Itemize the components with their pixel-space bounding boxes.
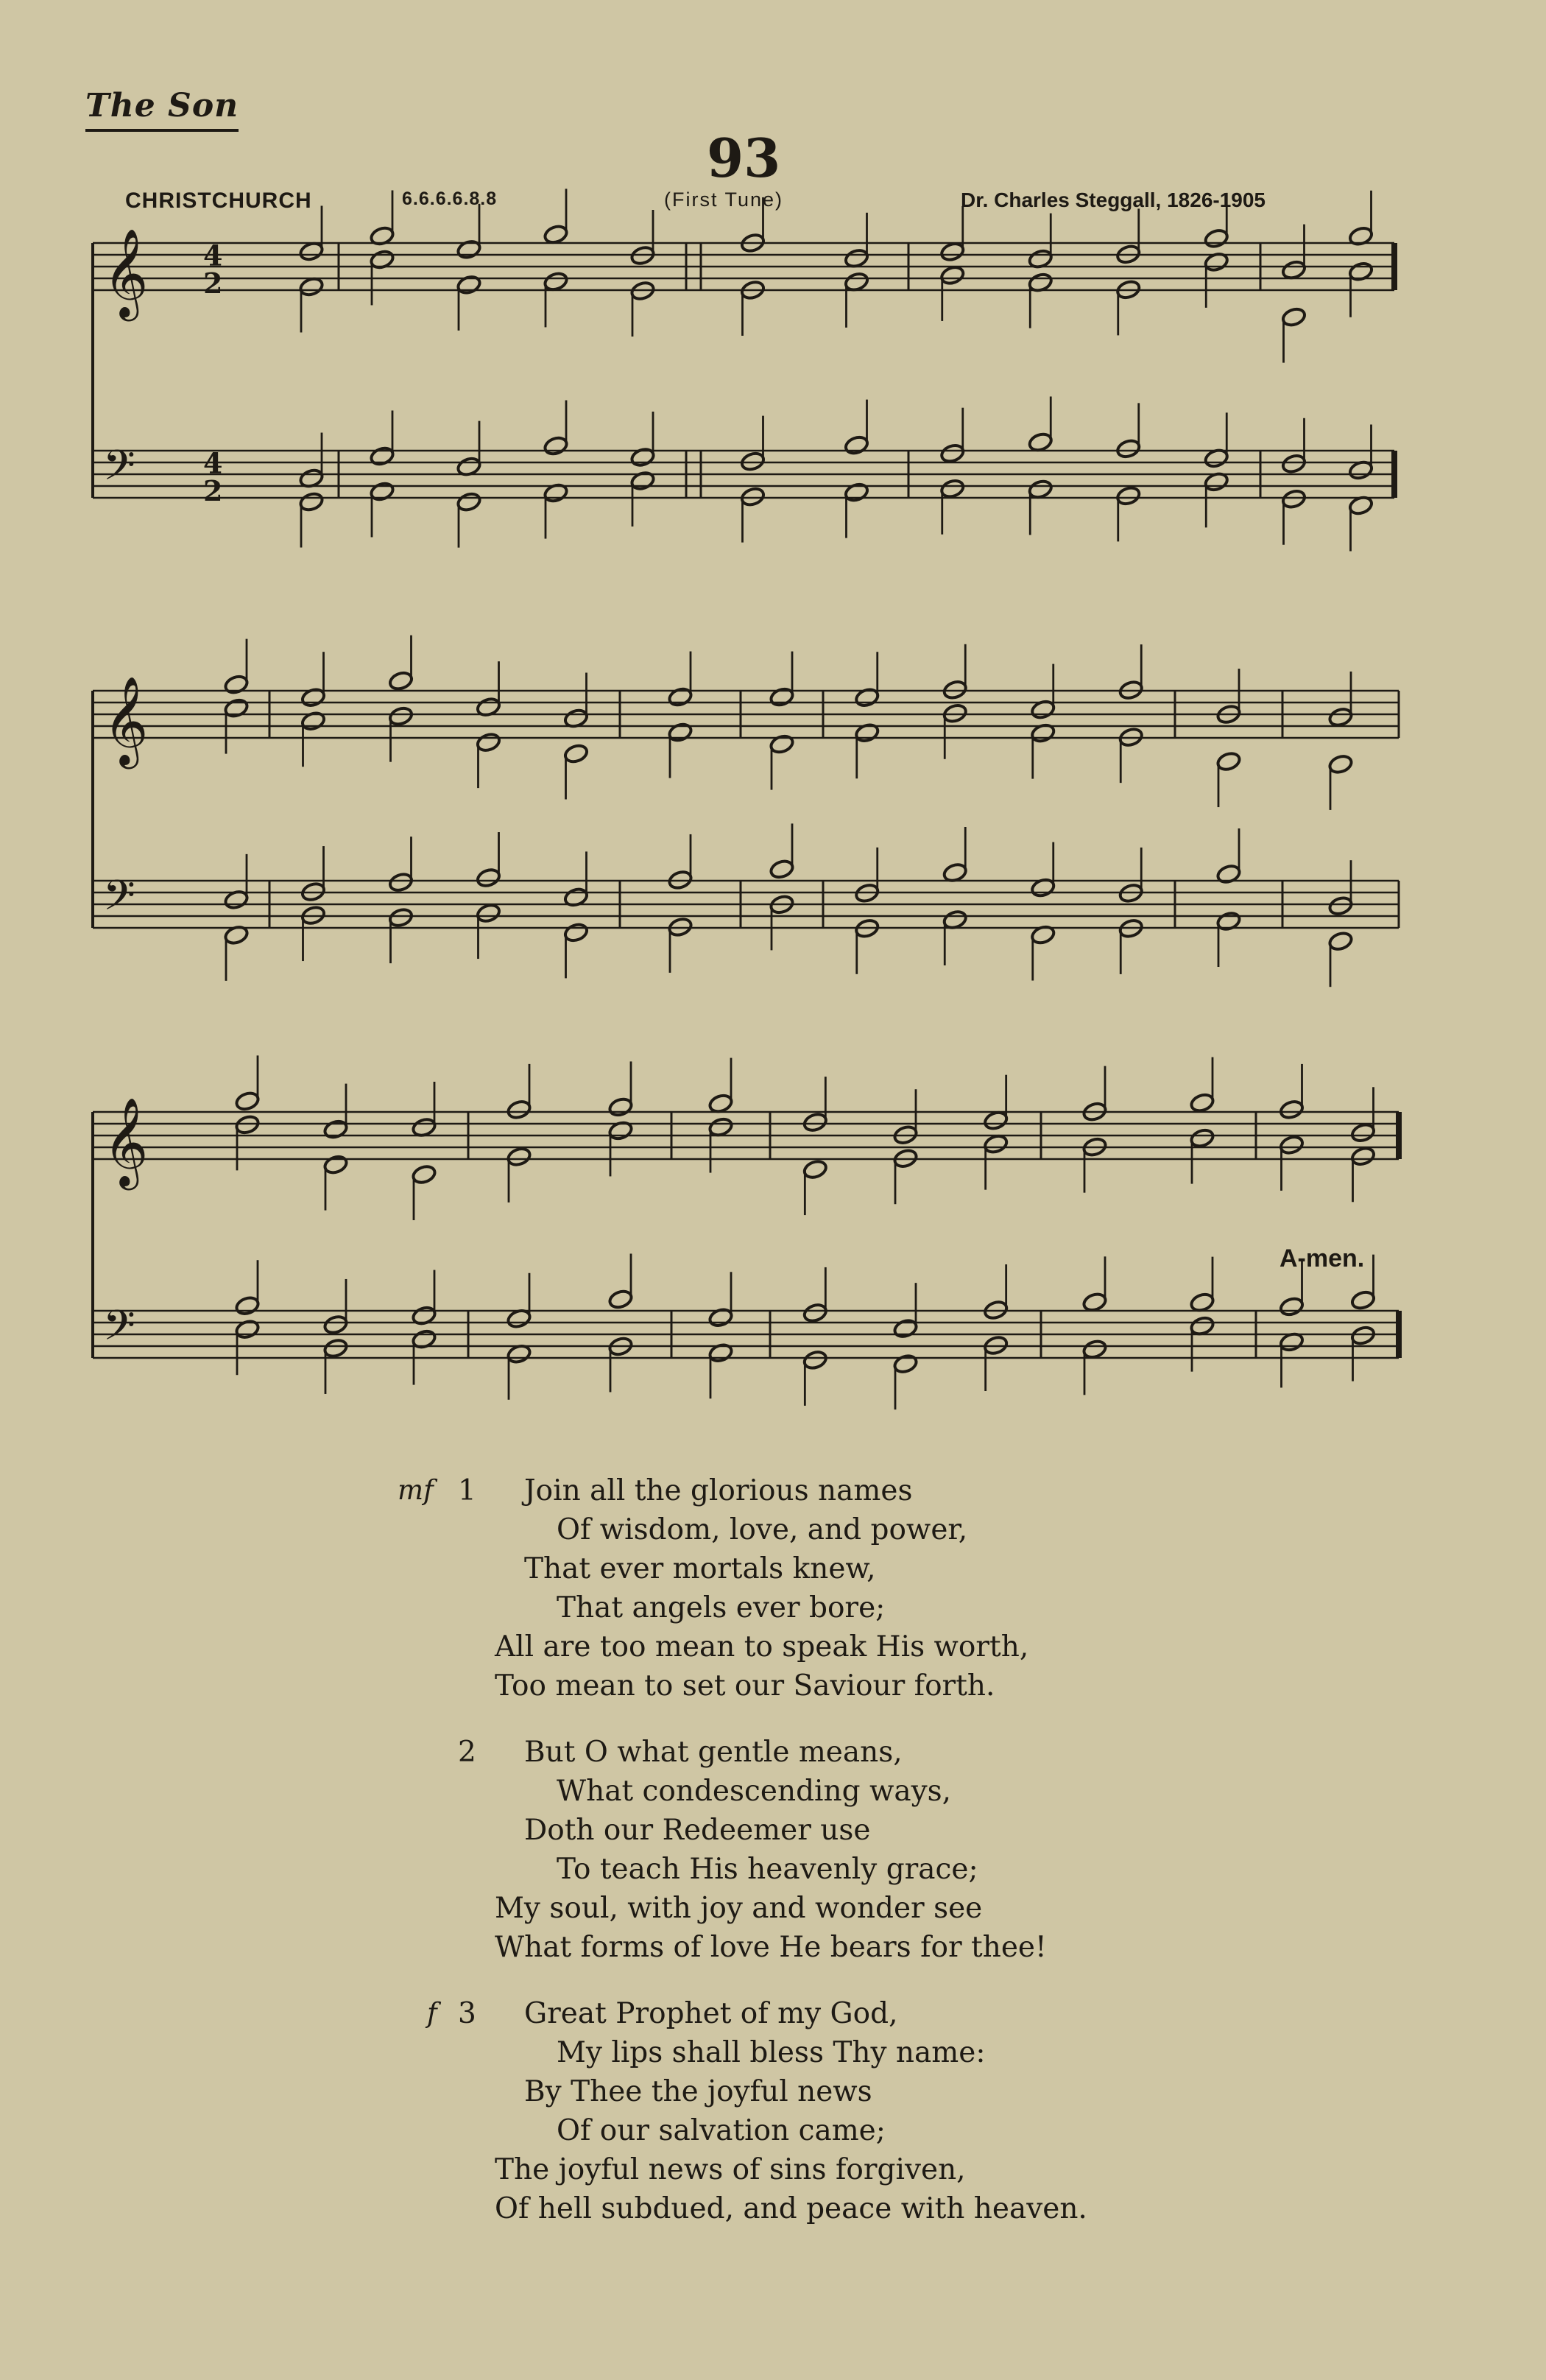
- verse-line: That angels ever bore;: [557, 1591, 886, 1624]
- note-head: [707, 1093, 733, 1114]
- note-head: [1281, 259, 1307, 281]
- verse-line: What condescending ways,: [557, 1775, 952, 1808]
- note-head: [1279, 1296, 1305, 1317]
- verse-line: Great Prophet of my God,: [524, 1997, 898, 2030]
- time-signature-bottom: 2: [203, 267, 223, 300]
- note-head: [388, 705, 414, 727]
- verse-line: What forms of love He bears for thee!: [495, 1931, 1047, 1964]
- note-head: [456, 274, 481, 295]
- note-head: [411, 1163, 437, 1185]
- note-head: [1350, 1289, 1376, 1311]
- bass-clef: 𝄢: [103, 442, 135, 500]
- note-head: [607, 1289, 633, 1310]
- note-head: [1028, 432, 1053, 453]
- bass-clef: 𝄢: [103, 872, 135, 930]
- note-head: [369, 446, 395, 467]
- note-head: [1081, 1292, 1107, 1313]
- note-head: [543, 271, 568, 292]
- note-head: [234, 1295, 260, 1317]
- note-head: [629, 470, 655, 491]
- note-head: [1189, 1127, 1215, 1149]
- note-head: [298, 276, 324, 298]
- note-head: [707, 1116, 733, 1138]
- note-head: [234, 1114, 260, 1136]
- note-head: [388, 907, 414, 929]
- note-head: [667, 722, 693, 743]
- note-head: [298, 491, 324, 513]
- note-head: [802, 1159, 828, 1180]
- verse-number: 2: [458, 1736, 476, 1769]
- note-head: [322, 1154, 348, 1175]
- note-head: [388, 670, 414, 691]
- verse-line: By Thee the joyful news: [524, 2075, 872, 2108]
- bass-clef: 𝄢: [103, 1302, 135, 1360]
- note-head: [844, 434, 869, 456]
- time-signature-bottom: 2: [203, 474, 223, 507]
- note-head: [1327, 753, 1353, 775]
- note-head: [476, 903, 501, 924]
- note-head: [563, 922, 589, 943]
- note-head: [942, 703, 968, 724]
- verse-line: That ever mortals knew,: [524, 1552, 876, 1585]
- verse-dynamic: f: [427, 1997, 437, 2029]
- verse-line: My lips shall bless Thy name:: [557, 2036, 986, 2069]
- note-head: [1279, 1134, 1305, 1155]
- note-head: [629, 446, 655, 468]
- verse-number: 1: [458, 1474, 476, 1507]
- note-head: [322, 1337, 348, 1359]
- note-head: [1204, 228, 1229, 249]
- note-head: [942, 679, 968, 700]
- note-head: [563, 743, 589, 764]
- note-head: [983, 1110, 1009, 1131]
- note-head: [802, 1349, 828, 1370]
- note-head: [1350, 1325, 1376, 1346]
- verse-line: Of our salvation came;: [557, 2114, 886, 2147]
- verse-number: 3: [458, 1997, 476, 2030]
- note-head: [1081, 1339, 1107, 1360]
- note-head: [939, 478, 965, 499]
- note-head: [223, 697, 249, 719]
- note-head: [322, 1314, 348, 1335]
- verse-line: The joyful news of sins forgiven,: [495, 2153, 966, 2186]
- note-head: [234, 1091, 260, 1112]
- treble-clef: 𝄞: [103, 1096, 149, 1186]
- verse-line: Of hell subdued, and peace with heaven.: [495, 2192, 1087, 2225]
- note-head: [802, 1112, 828, 1133]
- verse-line: To teach His heavenly grace;: [557, 1853, 978, 1886]
- note-head: [388, 872, 414, 893]
- note-head: [543, 224, 568, 245]
- amen-label: A-men.: [1279, 1244, 1365, 1272]
- note-head: [1327, 895, 1353, 917]
- verse-line: Of wisdom, love, and power,: [557, 1513, 968, 1546]
- note-head: [456, 239, 481, 260]
- note-head: [769, 733, 794, 755]
- tune-meter: 6.6.6.6.8.8: [402, 189, 498, 209]
- note-head: [1115, 485, 1141, 507]
- verse-line: Too mean to set our Saviour forth.: [495, 1669, 995, 1703]
- note-head: [369, 481, 395, 502]
- note-head: [892, 1318, 918, 1339]
- note-head: [476, 867, 501, 889]
- note-head: [802, 1302, 828, 1323]
- note-head: [939, 443, 965, 464]
- note-head: [740, 451, 766, 472]
- note-head: [607, 1096, 633, 1118]
- note-head: [1281, 488, 1307, 510]
- verse-line: Join all the glorious names: [524, 1474, 913, 1507]
- note-head: [543, 435, 568, 457]
- note-head: [1350, 1146, 1376, 1167]
- time-signature-top: 4: [203, 446, 223, 480]
- treble-clef: 𝄞: [103, 675, 149, 765]
- verse-line: Doth our Redeemer use: [524, 1814, 871, 1847]
- note-head: [844, 482, 869, 503]
- verse-line: But O what gentle means,: [524, 1736, 903, 1769]
- composer: Dr. Charles Steggall, 1826-1905: [961, 189, 1266, 211]
- verse-line: All are too mean to speak His worth,: [495, 1630, 1029, 1663]
- note-head: [983, 1133, 1009, 1155]
- note-head: [769, 859, 794, 880]
- tune-name: CHRISTCHURCH: [125, 189, 312, 213]
- note-head: [892, 1353, 918, 1375]
- tune-label: (First Tune): [664, 189, 784, 211]
- note-head: [1215, 751, 1241, 772]
- hymn-number: 93: [707, 127, 781, 189]
- note-head: [1189, 1092, 1215, 1113]
- note-head: [1279, 1099, 1305, 1120]
- note-head: [1281, 306, 1307, 328]
- note-head: [506, 1146, 532, 1167]
- verse-dynamic: mf: [398, 1474, 434, 1506]
- note-head: [1028, 479, 1053, 500]
- verse-line: My soul, with joy and wonder see: [495, 1892, 983, 1925]
- note-head: [476, 732, 501, 753]
- section-title: The Son: [85, 87, 239, 132]
- note-head: [1350, 1122, 1376, 1144]
- note-head: [1327, 706, 1353, 728]
- note-head: [298, 241, 324, 262]
- note-head: [939, 264, 965, 286]
- note-head: [1115, 438, 1141, 460]
- note-head: [667, 686, 693, 708]
- note-head: [322, 1119, 348, 1140]
- note-head: [506, 1099, 532, 1120]
- note-head: [1327, 931, 1353, 952]
- note-head: [740, 486, 766, 507]
- note-head: [939, 241, 965, 262]
- note-head: [1281, 453, 1307, 474]
- note-head: [456, 491, 481, 513]
- time-signature-top: 4: [203, 239, 223, 272]
- note-head: [769, 686, 794, 708]
- note-head: [223, 674, 249, 695]
- treble-clef: 𝄞: [103, 228, 149, 317]
